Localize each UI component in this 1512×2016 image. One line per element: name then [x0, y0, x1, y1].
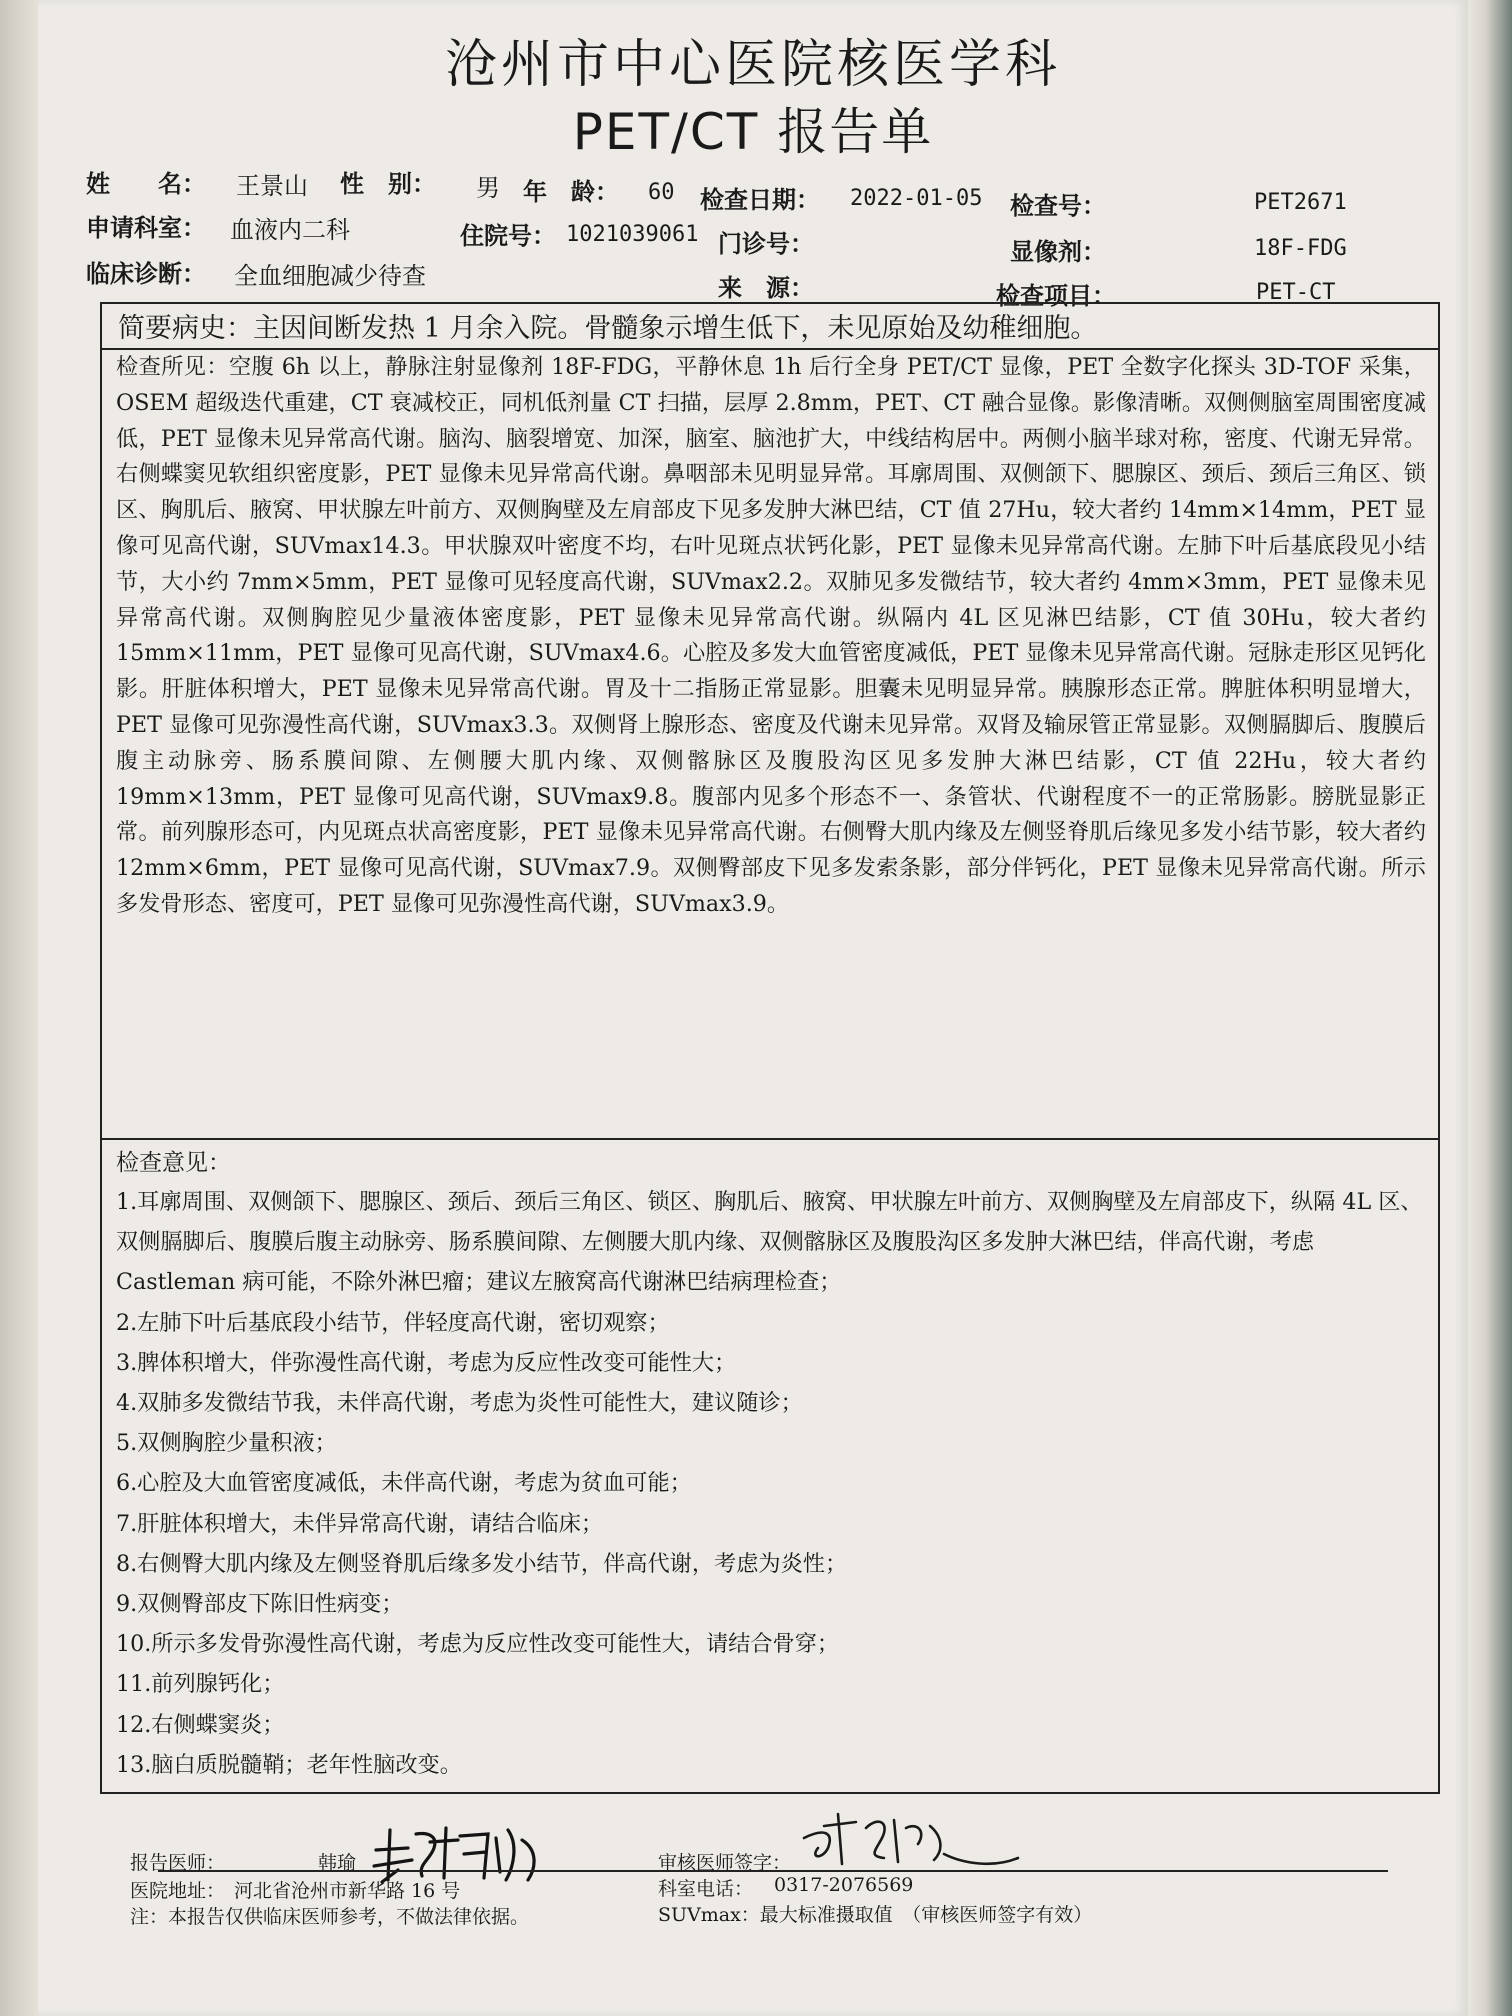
- impression-item: 13.脑白质脱髓鞘；老年性脑改变。: [116, 1751, 462, 1778]
- impression-item: 12.右侧蝶窦炎；: [116, 1711, 285, 1738]
- history-box: [100, 302, 1440, 350]
- impression-item: 8.右侧臀大肌内缘及左侧竖脊肌后缘多发小结节，伴高代谢，考虑为炎性；: [116, 1550, 848, 1577]
- footer-divider: [158, 1870, 1388, 1872]
- diagnosis-label: 临床诊断：: [86, 260, 206, 288]
- findings-box: [100, 346, 1440, 1140]
- outpatient-label: 门诊号：: [718, 230, 814, 258]
- sex-label: 性 别：: [340, 170, 436, 198]
- impression-item: 4.双肺多发微结节我，未伴高代谢，考虑为炎性可能性大，建议随诊；: [116, 1390, 803, 1417]
- dept-phone: 0317-2076569: [774, 1874, 914, 1896]
- binder-edge: [0, 0, 40, 2016]
- source-label: 来 源：: [718, 274, 814, 302]
- exam-date-label: 检查日期：: [700, 186, 820, 214]
- exam-no: PET2671: [1254, 190, 1347, 215]
- exam-findings: 检查所见：空腹 6h 以上，静脉注射显像剂 18F-FDG，平静休息 1h 后行全身 PET/CT 显像，PET 全数字化探头 3D-TOF 采集，OSEM 超级迭代重建，CT 衰减校正，同机低剂量 CT 扫描，层厚 2.8mm，PET、CT 融合显像。影像清晰。双侧侧脑室周围密度减低，PET 显像未见异常高代谢。脑沟、脑裂增宽、加深，脑室、脑池扩大，中线结构居中。两侧小脑半球对称，密度、代谢无异常。右侧蝶窦见软组织密度影，PET 显像未见异常高代谢。鼻咽部未见明显异常。耳廓周围、双侧颌下、腮腺区、颈后、颈后三角区、锁区、胸肌后、腋窝、甲状腺左叶前方、双侧胸壁及左肩部皮下见多发肿大淋巴结，CT 值 27Hu，较大者约 14mm×14mm，PET 显像可见高代谢，SUVmax14.3。甲状腺双叶密度不均，右叶见斑点状钙化影，PET 显像未见异常高代谢。左肺下叶后基底段见小结节，大小约 7mm×5mm，PET 显像可见轻度高代谢，SUVmax2.2。双肺见多发微结节，较大者约 4mm×3mm，PET 显像未见异常高代谢。双侧胸腔见少量液体密度影，PET 显像未见异常高代谢。纵隔内 4L 区见淋巴结影，CT 值 30Hu，较大者约 15mm×11mm，PET 显像可见高代谢，SUVmax4.6。心腔及多发大血管密度减低，PET 显像未见异常高代谢。冠脉走形区见钙化影。肝脏体积增大，PET 显像未见异常高代谢。胃及十二指肠正常显影。胆囊未见明显异常。胰腺形态正常。脾脏体积明显增大，PET 显像可见弥漫性高代谢，SUVmax3.3。双侧肾上腺形态、密度及代谢未见异常。双肾及输尿管正常显影。双侧膈脚后、腹膜后腹主动脉旁、肠系膜间隙、左侧腰大肌内缘、双侧髂脉区及腹股沟区见多发肿大淋巴结影，CT 值 22Hu，较大者约 19mm×13mm，PET 显像可见高代谢，SUVmax9.8。腹部内见多个形态不一、条管状、代谢程度不一的正常肠影。膀胱显影正常。前列腺形态可，内见斑点状高密度影，PET 显像未见异常高代谢。右侧臀大肌内缘及左侧竖脊肌后缘见多发小结节影，较大者约 12mm×6mm，PET 显像可见高代谢，SUVmax7.9。双侧臀部皮下见多发索条影，部分伴钙化，PET 显像未见异常高代谢。所示多发骨形态、密度可，PET 显像可见弥漫性高代谢，SUVmax3.9。: [116, 354, 1426, 917]
- address-label: 医院地址：: [130, 1880, 226, 1902]
- impression-item: 11.前列腺钙化；: [116, 1671, 285, 1698]
- exam-item: PET-CT: [1256, 280, 1336, 305]
- hospital-address: 河北省沧州市新华路 16 号: [234, 1880, 461, 1902]
- age-label: 年 龄：: [523, 178, 619, 206]
- phone-label: 科室电话：: [658, 1878, 754, 1900]
- agent-label: 显像剂：: [1010, 238, 1106, 266]
- patient-sex: 男: [476, 174, 500, 202]
- reviewer-signature: [794, 1798, 1024, 1870]
- impression-list: [116, 1182, 1426, 1785]
- dept: 血液内二科: [230, 216, 350, 244]
- impression-box: [100, 1138, 1440, 1794]
- impression-item: 2.左肺下叶后基底段小结节，伴轻度高代谢，密切观察；: [116, 1309, 670, 1336]
- legal-note: 注：本报告仅供临床医师参考，不做法律依据。: [130, 1906, 530, 1928]
- exam-date: 2022-01-05: [850, 186, 983, 211]
- hospital-title: 沧州市中心医院核医学科: [444, 35, 1061, 95]
- dept-label: 申请科室：: [86, 214, 206, 242]
- reporter-signature: [368, 1820, 548, 1884]
- impression-item: 5.双侧胸腔少量积液；: [116, 1430, 337, 1457]
- reviewer-label: 审核医师签字：: [658, 1852, 792, 1874]
- diagnosis: 全血细胞减少待查: [234, 262, 426, 290]
- reporter-name: 韩瑜: [318, 1852, 357, 1874]
- exam-item-label: 检查项目：: [996, 282, 1116, 310]
- name-label: 姓 名：: [86, 170, 206, 198]
- patient-age: 60: [648, 180, 675, 205]
- impression-item: 7.肝脏体积增大，未伴异常高代谢，请结合临床；: [116, 1510, 604, 1537]
- agent: 18F-FDG: [1254, 236, 1347, 261]
- brief-history: 简要病史：主因间断发热 1 月余入院。骨髓象示增生低下，未见原始及幼稚细胞。: [118, 313, 1098, 344]
- impression-item: 9.双侧臀部皮下陈旧性病变；: [116, 1591, 404, 1618]
- inpatient-no: 1021039061: [566, 222, 699, 247]
- report-title: PET/CT 报告单: [572, 103, 934, 161]
- impression-title: 检查意见：: [116, 1150, 231, 1176]
- page-edge: [1468, 0, 1512, 2016]
- patient-name: 王景山: [236, 172, 308, 200]
- impression-item: 6.心腔及大血管密度减低，未伴高代谢，考虑为贫血可能；: [116, 1470, 692, 1497]
- reporter-label: 报告医师：: [130, 1852, 226, 1874]
- suv-note: SUVmax：最大标准摄取值 （审核医师签字有效）: [658, 1904, 1093, 1926]
- impression-item: 1.耳廓周围、双侧颌下、腮腺区、颈后、颈后三角区、锁区、胸肌后、腋窝、甲状腺左叶前方、双侧胸壁及左肩部皮下，纵隔 4L 区、双侧膈脚后、腹膜后腹主动脉旁、肠系膜间隙、左侧腰大肌内缘、双侧髂脉区及腹股沟区多发肿大淋巴结，伴高代谢，考虑 Castleman 病可能，不除外淋巴瘤；建议左腋窝高代谢淋巴结病理检查；: [116, 1189, 1423, 1296]
- exam-no-label: 检查号：: [1010, 192, 1106, 220]
- report-page: [38, 0, 1468, 2016]
- impression-item: 3.脾体积增大，伴弥漫性高代谢，考虑为反应性改变可能性大；: [116, 1349, 737, 1376]
- inpatient-label: 住院号：: [460, 222, 556, 250]
- impression-item: 10.所示多发骨弥漫性高代谢，考虑为反应性改变可能性大，请结合骨穿；: [116, 1631, 840, 1658]
